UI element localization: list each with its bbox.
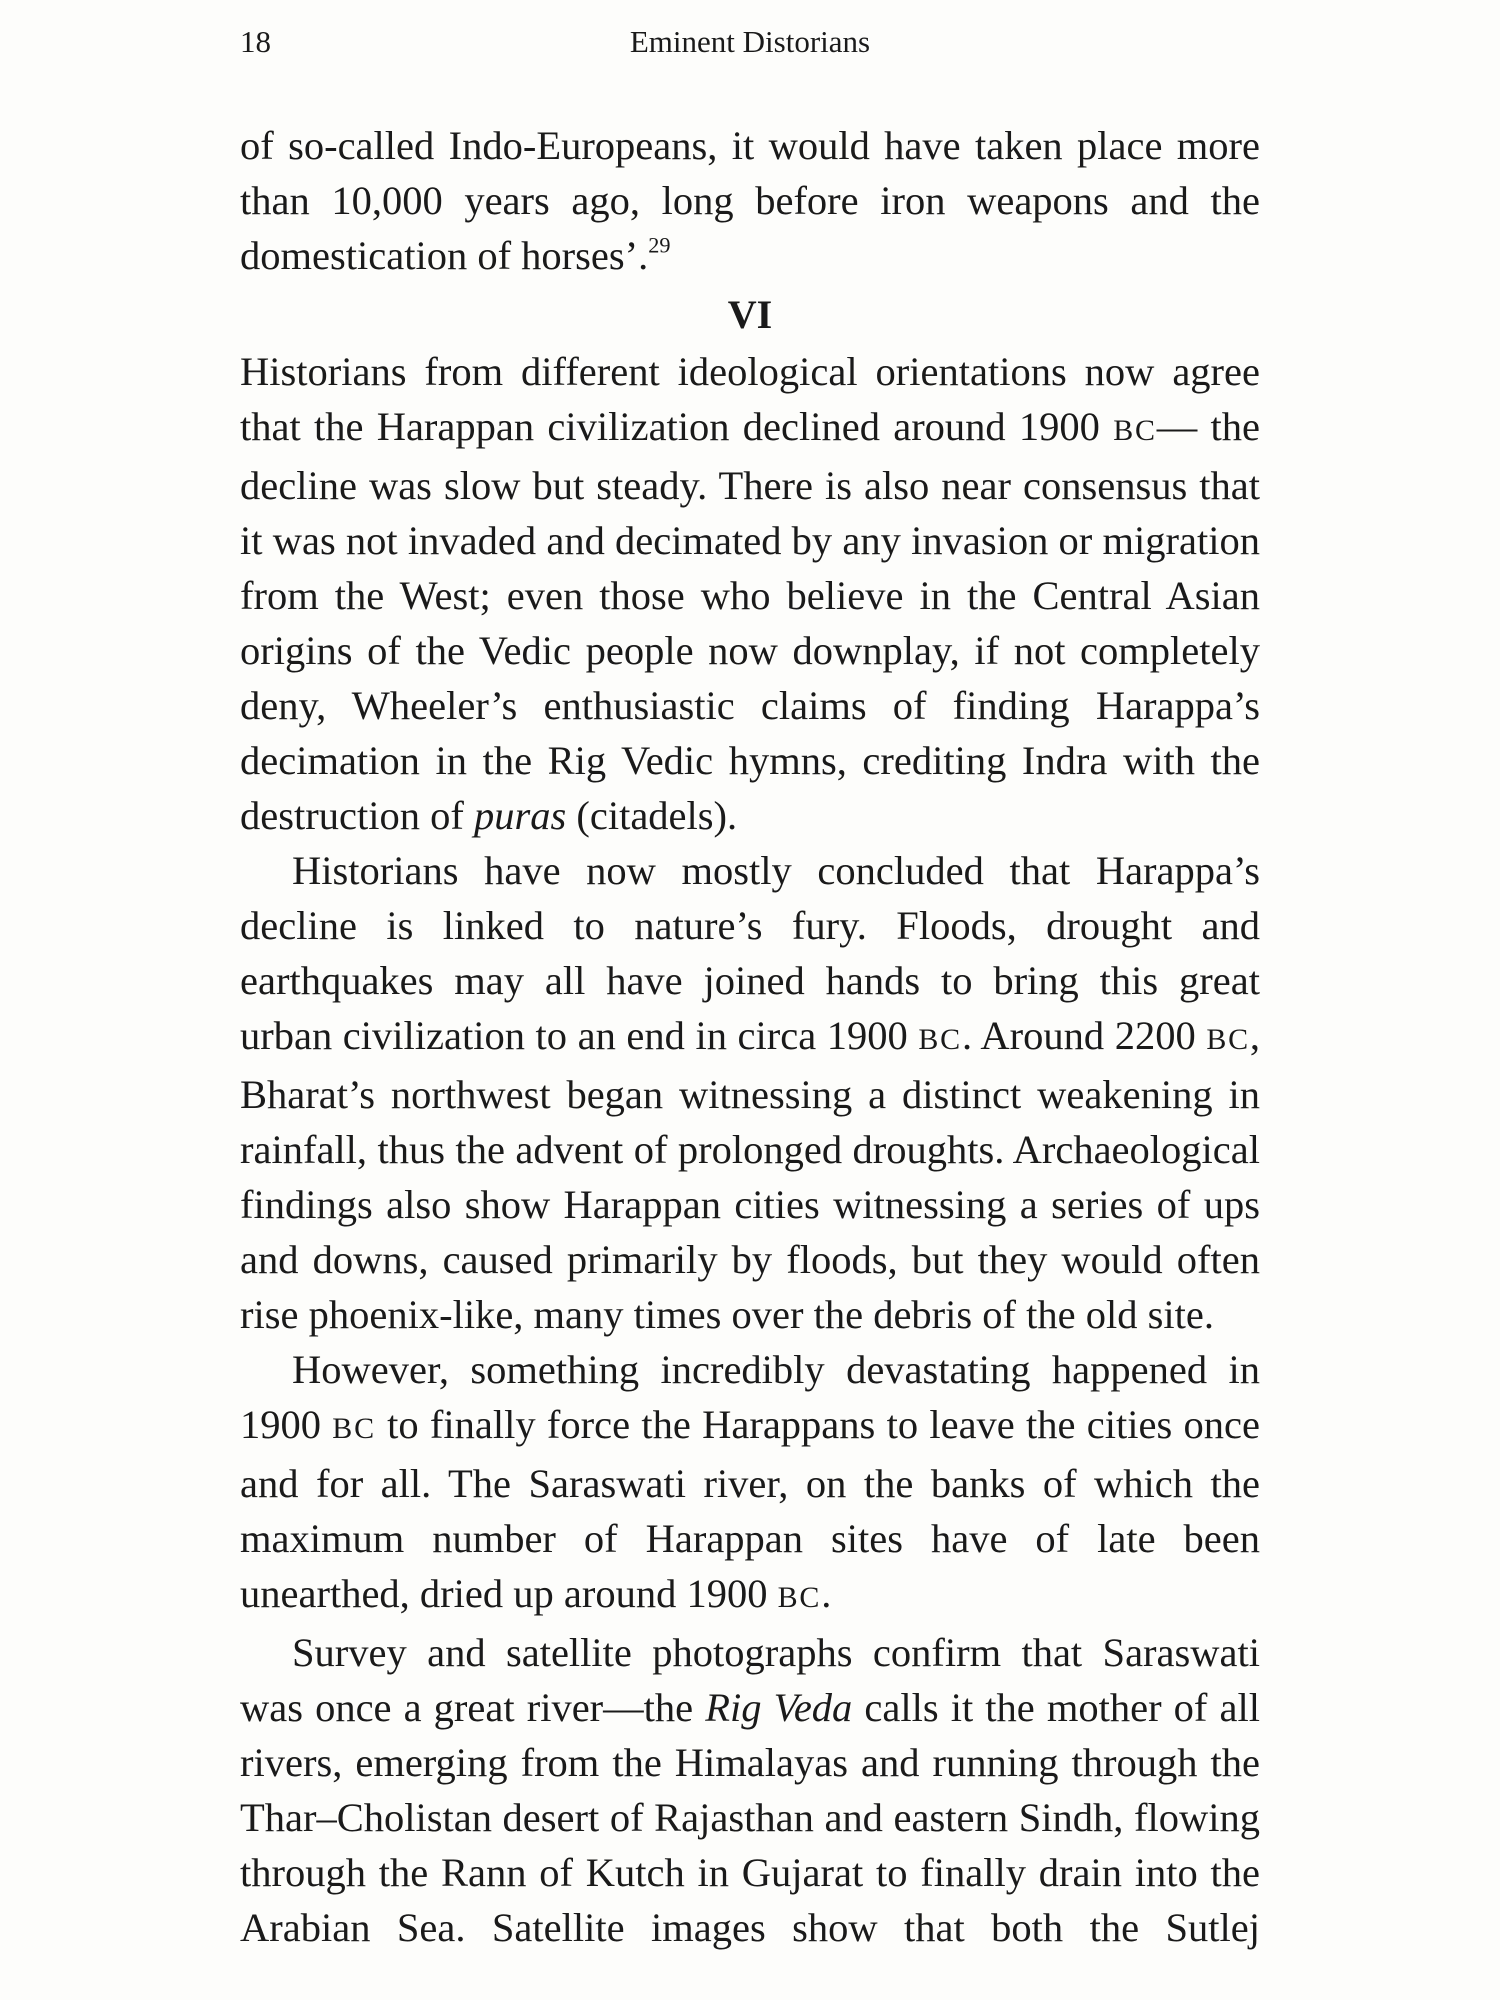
paragraph-3-part-b: to finally force the Harappans to leave the cities once and for all. The Saraswati river, on the banks of which the maximum number of Harappan sites have of late been unearthed, dried up around 1900 [240, 1402, 1260, 1616]
paragraph-3-part-c: . [821, 1571, 832, 1616]
paragraph-1-part-c: (citadels). [566, 793, 738, 838]
italic-term: Rig Veda [705, 1685, 853, 1730]
footnote-reference: 29 [648, 232, 671, 258]
paragraph-3 [240, 1342, 1260, 1625]
section-heading: VI [727, 292, 773, 337]
page-header [240, 22, 1260, 62]
paragraph-4-part-b: calls it the mother of all rivers, emerging from the Himalayas and running through the Thar–Cholistan desert of Rajasthan and eastern Sindh, flowing through the Rann of Kutch in Gujarat to finally drain into the Arabian Sea. Satellite images show that both the Sutlej [240, 1685, 1260, 1950]
paragraph-1-part-b: — the decline was slow but steady. There is also near consensus that it was not invaded and decimated by any invasion or migration from the West; even those who believe in the Central Asian origins of the Vedic people now downplay, if not completely deny, Wheeler’s enthusiastic claims of finding Harappa’s decimation in the Rig Vedic hymns, crediting Indra with the destruction of [240, 404, 1260, 838]
era-label: BC [1113, 414, 1157, 447]
paragraph-1-part-a: Historians from different ideological orientations now agree that the Harappan civilization declined around 1900 [240, 349, 1260, 449]
era-label: BC [918, 1023, 962, 1056]
era-label: BC [1206, 1023, 1250, 1056]
paragraph-2-part-b: . Around 2200 [961, 1013, 1196, 1058]
era-label: BC [332, 1412, 376, 1445]
body-text [240, 118, 1260, 1955]
running-title: Eminent Distorians [629, 24, 871, 59]
paragraph-1 [240, 344, 1260, 843]
paragraph-2 [240, 843, 1260, 1342]
paragraph-4-part-a: Survey and satellite photographs confirm that Saraswati was once a great river—the [240, 1630, 1260, 1730]
page-number: 18 [240, 24, 271, 59]
paragraph-2-part-a: Historians have now mostly concluded that Harappa’s decline is linked to nature’s fury. Floods, drought and earthquakes may all have joined hands to bring this great urban civilization to an end in circa 1900 [240, 848, 1260, 1058]
italic-term: puras [473, 793, 567, 838]
opening-paragraph-text: of so-called Indo-Europeans, it would have taken place more than 10,000 years ago, long before iron weapons and the domestication of horses’. [240, 123, 1260, 278]
paragraph-3-part-a: However, something incredibly devastating happened in 1900 [240, 1347, 1260, 1447]
paragraph-2-part-c: , Bharat’s northwest began witnessing a distinct weakening in rainfall, thus the advent of prolonged droughts. Archaeological findings also show Harappan cities witnessing a series of ups and downs, caused primarily by floods, but they would often rise phoenix-like, many times over the debris of the old site. [240, 1013, 1261, 1337]
paragraph-4 [240, 1625, 1260, 1955]
opening-paragraph [240, 118, 1260, 283]
era-label: BC [777, 1581, 822, 1614]
